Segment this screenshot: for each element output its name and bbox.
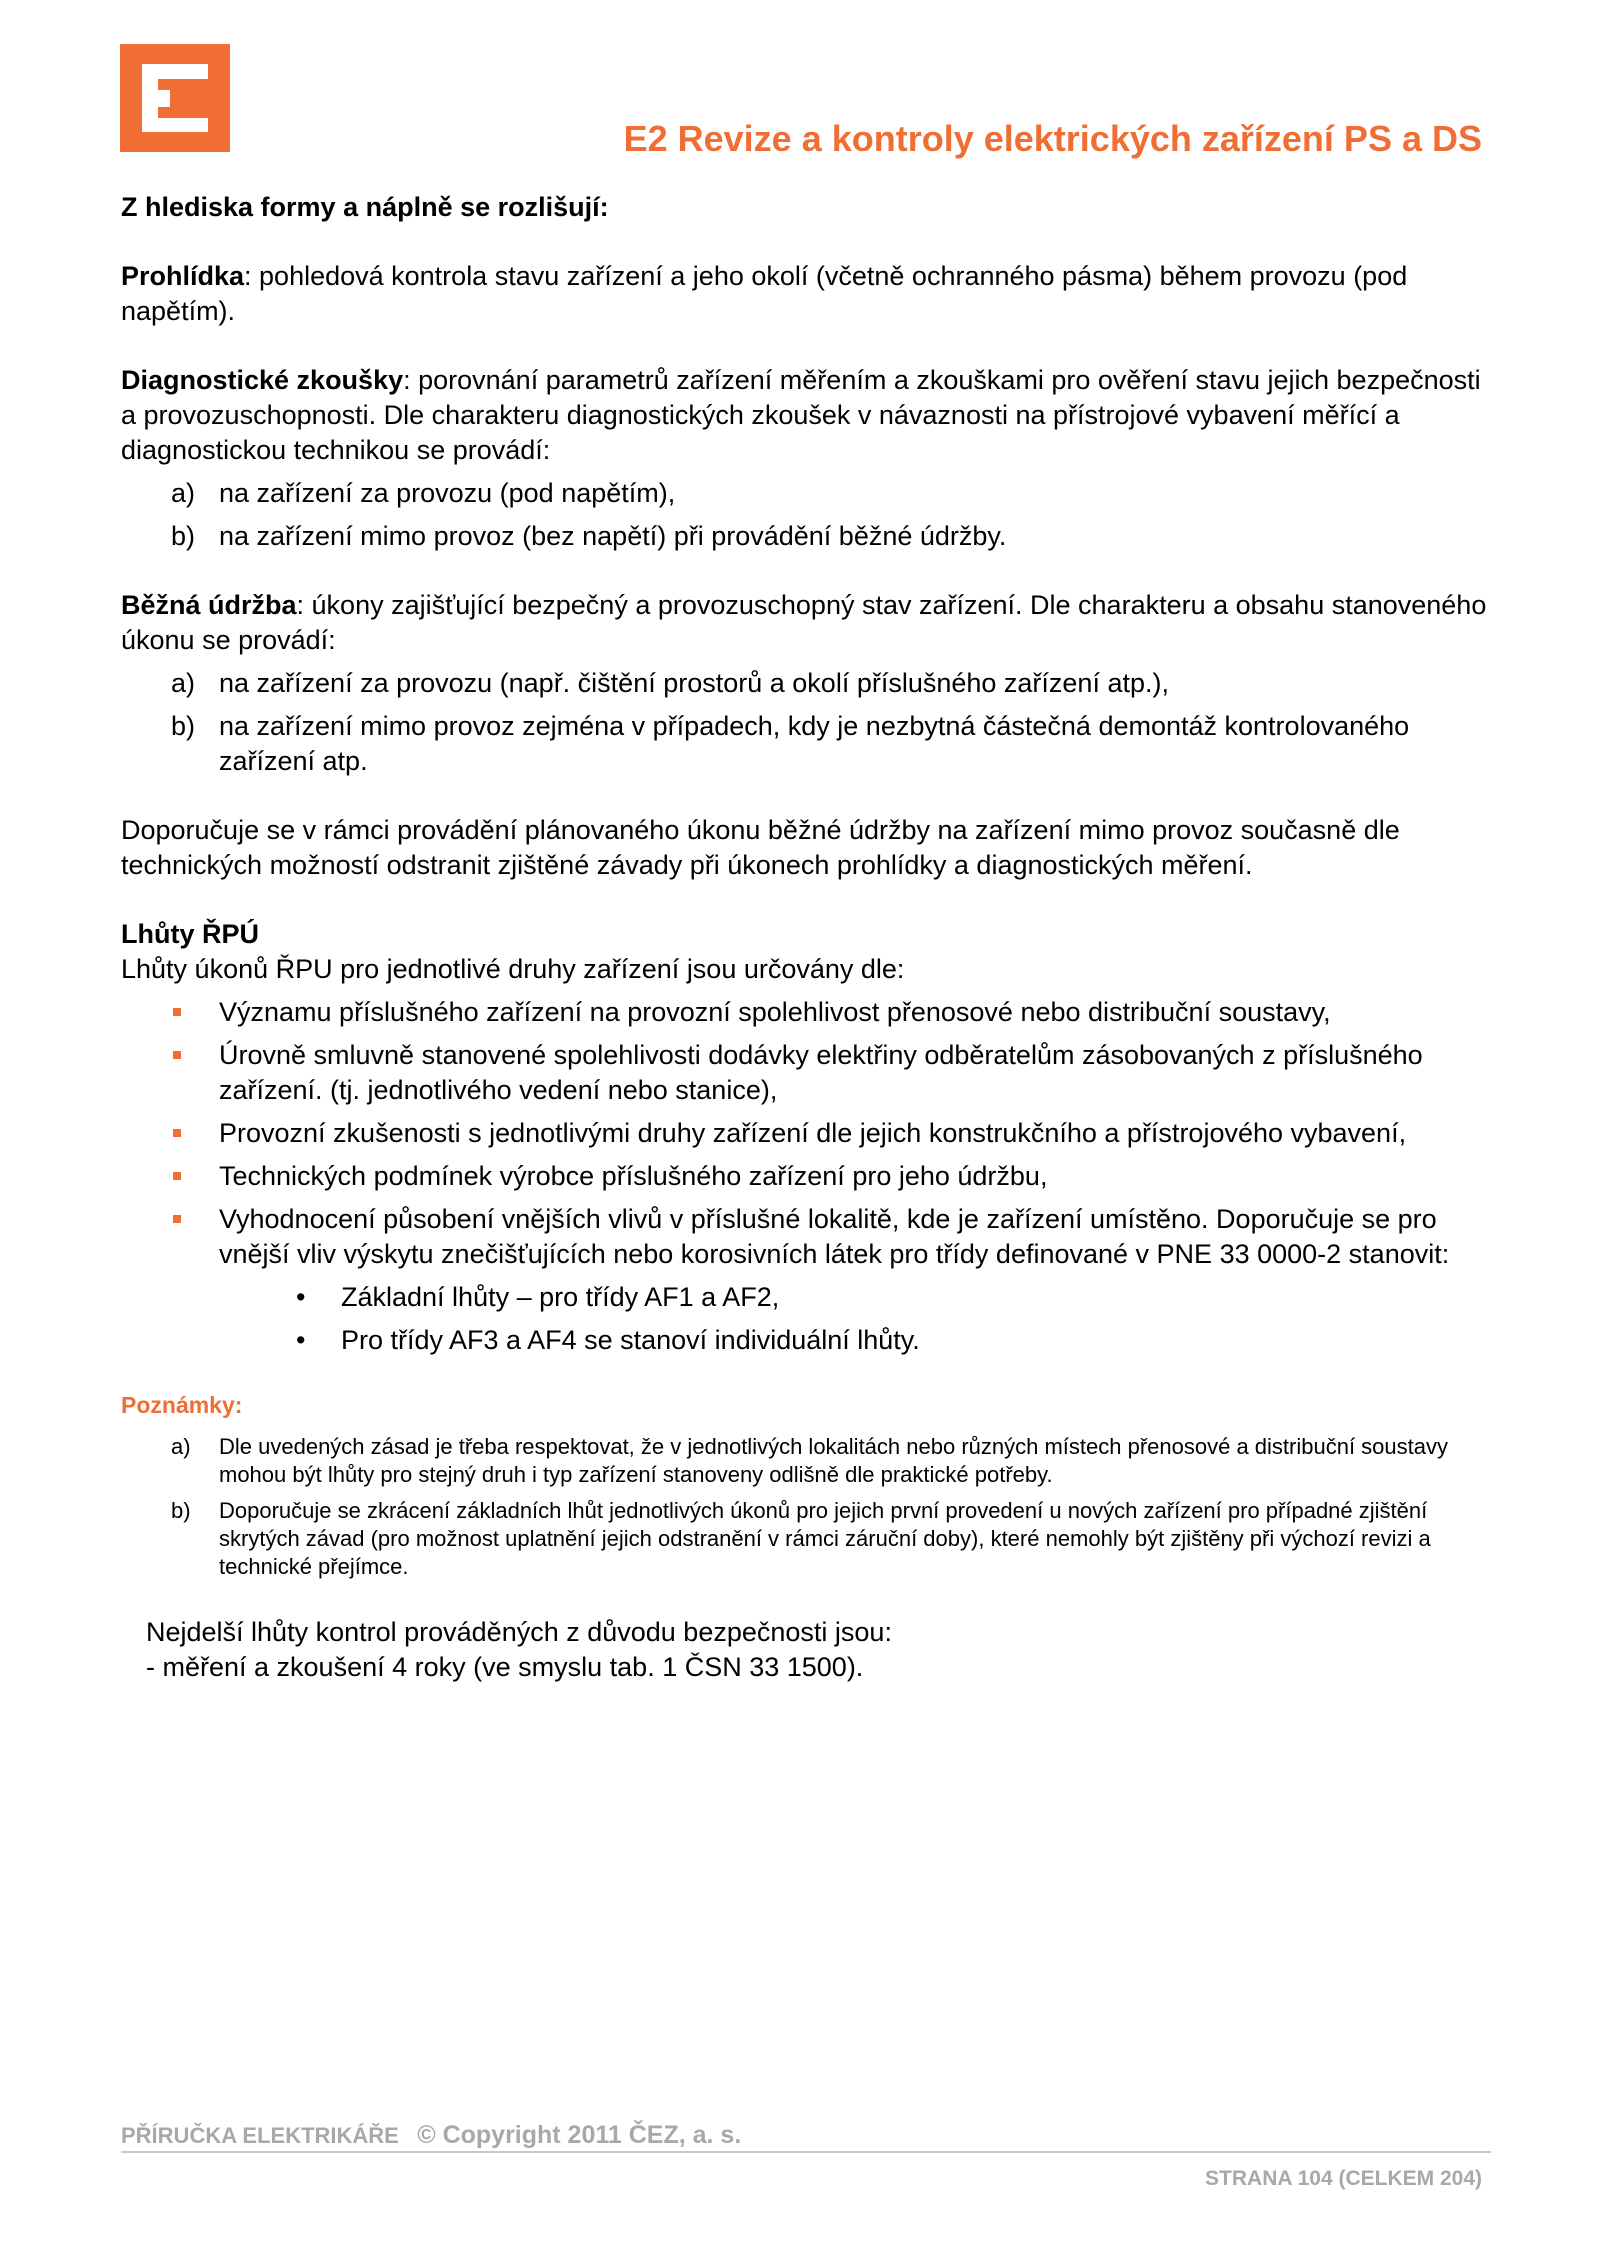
list-item <box>121 995 1491 1030</box>
list-text: na zařízení za provozu (např. čištění prostorů a okolí příslušného zařízení atp.), <box>219 668 1169 698</box>
square-bullet-icon <box>173 1129 181 1137</box>
list-item <box>121 709 1491 779</box>
list-label: a) <box>171 478 196 508</box>
list-item <box>121 1433 1491 1489</box>
list-item <box>121 1038 1491 1108</box>
square-bullet-icon <box>173 1215 181 1223</box>
list-text: na zařízení mimo provoz zejména v případech, kdy je nezbytná částečná demontáž kontrolovaného zařízení atp. <box>219 711 1410 776</box>
list-label: b) <box>171 1498 191 1523</box>
lhuty-intro: Lhůty úkonů ŘPU pro jednotlivé druhy zařízení jsou určovány dle: <box>121 954 905 984</box>
footer-title <box>121 2121 741 2150</box>
page-title: E2 Revize a kontroly elektrických zařízení PS a DS <box>623 118 1482 159</box>
lhuty-list <box>121 995 1491 1272</box>
udrzba-list <box>121 666 1491 779</box>
list-item <box>121 1280 1491 1315</box>
list-item <box>121 1116 1491 1151</box>
bullet-icon: • <box>296 1325 306 1355</box>
list-text: Úrovně smluvně stanovené spolehlivosti dodávky elektřiny odběratelům zásobovaných z příslušného zařízení. (tj. jednotlivého vedení nebo stanice), <box>219 1040 1423 1105</box>
footer-divider <box>121 2151 1491 2153</box>
final-paragraph <box>121 1615 1491 1685</box>
udrzba-section <box>121 588 1491 779</box>
lhuty-heading: Lhůty ŘPÚ <box>121 919 259 949</box>
square-bullet-icon <box>173 1172 181 1180</box>
list-text: Technických podmínek výrobce příslušného zařízení pro jeho údržbu, <box>219 1161 1048 1191</box>
list-item <box>121 666 1491 701</box>
list-item <box>121 476 1491 511</box>
diagnostika-paragraph <box>121 363 1491 468</box>
document-body <box>121 190 1491 1685</box>
square-bullet-icon <box>173 1051 181 1059</box>
square-bullet-icon <box>173 1008 181 1016</box>
prohlidka-text: : pohledová kontrola stavu zařízení a jeho okolí (včetně ochranného pásma) během provozu (pod napětím). <box>121 261 1408 326</box>
doporuceni-paragraph: Doporučuje se v rámci provádění plánovaného úkonu běžné údržby na zařízení mimo provoz současně dle technických možností odstranit zjištěné závady při úkonech prohlídky a diagnostických měření. <box>121 815 1400 880</box>
list-text: Pro třídy AF3 a AF4 se stanoví individuální lhůty. <box>341 1325 920 1355</box>
final-line: - měření a zkoušení 4 roky (ve smyslu tab. 1 ČSN 33 1500). <box>146 1652 864 1682</box>
final-line: Nejdelší lhůty kontrol prováděných z důvodu bezpečnosti jsou: <box>146 1617 892 1647</box>
udrzba-text: : úkony zajišťující bezpečný a provozuschopný stav zařízení. Dle charakteru a obsahu stanoveného úkonu se provádí: <box>121 590 1487 655</box>
intro-heading: Z hlediska formy a náplně se rozlišují: <box>121 192 609 222</box>
udrzba-term: Běžná údržba <box>121 590 297 620</box>
udrzba-paragraph <box>121 588 1491 658</box>
list-label: b) <box>171 711 196 741</box>
prohlidka-paragraph <box>121 259 1491 329</box>
footer-copyright: © Copyright 2011 ČEZ, a. s. <box>417 2121 742 2149</box>
list-text: Dle uvedených zásad je třeba respektovat, že v jednotlivých lokalitách nebo různých místech přenosové a distribuční soustavy mohou být lhůty pro stejný druh i typ zařízení stanoveny odlišně dle praktické potřeby. <box>219 1434 1448 1487</box>
list-text: Doporučuje se zkrácení základních lhůt jednotlivých úkonů pro jejich první provedení u nových zařízení pro případné zjištění skrytých závad (pro možnost uplatnění jejich odstranění v rámci záruční doby), které nemohly být zjištěny při výchozí revizi a technické přejímce. <box>219 1498 1431 1579</box>
list-text: na zařízení mimo provoz (bez napětí) při provádění běžné údržby. <box>219 521 1007 551</box>
lhuty-section <box>121 917 1491 1358</box>
notes-heading: Poznámky: <box>121 1392 243 1418</box>
diagnostika-section <box>121 363 1491 554</box>
list-text: Významu příslušného zařízení na provozní spolehlivost přenosové nebo distribuční soustavy, <box>219 997 1331 1027</box>
diagnostika-list <box>121 476 1491 554</box>
prohlidka-term: Prohlídka <box>121 261 245 291</box>
list-text: na zařízení za provozu (pod napětím), <box>219 478 676 508</box>
list-item <box>121 1202 1491 1272</box>
list-label: a) <box>171 1434 191 1459</box>
diagnostika-term: Diagnostické zkoušky <box>121 365 404 395</box>
list-item <box>121 1323 1491 1358</box>
list-label: b) <box>171 521 196 551</box>
diagnostika-text: : porovnání parametrů zařízení měřením a zkouškami pro ověření stavu jejich bezpečnosti a provozuschopnosti. Dle charakteru diagnostických zkoušek v návaznosti na přístrojové vybavení měřící a diagnostickou technikou se provádí: <box>121 365 1481 465</box>
list-text: Vyhodnocení působení vnějších vlivů v příslušné lokalitě, kde je zařízení umístěno. Doporučuje se pro vnější vliv výskytu znečišťujících nebo korosivních látek pro třídy definované v PNE 33 0000-2 stanovit: <box>219 1204 1450 1269</box>
list-item <box>121 1159 1491 1194</box>
page-number: STRANA 104 (CELKEM 204) <box>1205 2167 1482 2190</box>
lhuty-sublist <box>121 1280 1491 1358</box>
list-item <box>121 519 1491 554</box>
list-text: Základní lhůty – pro třídy AF1 a AF2, <box>341 1282 780 1312</box>
footer-book-title: PŘÍRUČKA ELEKTRIKÁŘE <box>121 2123 399 2148</box>
bullet-icon: • <box>296 1282 306 1312</box>
cez-logo <box>120 44 230 152</box>
notes-list <box>121 1433 1491 1581</box>
list-text: Provozní zkušenosti s jednotlivými druhy zařízení dle jejich konstrukčního a přístrojového vybavení, <box>219 1118 1407 1148</box>
list-item <box>121 1497 1491 1581</box>
list-label: a) <box>171 668 196 698</box>
